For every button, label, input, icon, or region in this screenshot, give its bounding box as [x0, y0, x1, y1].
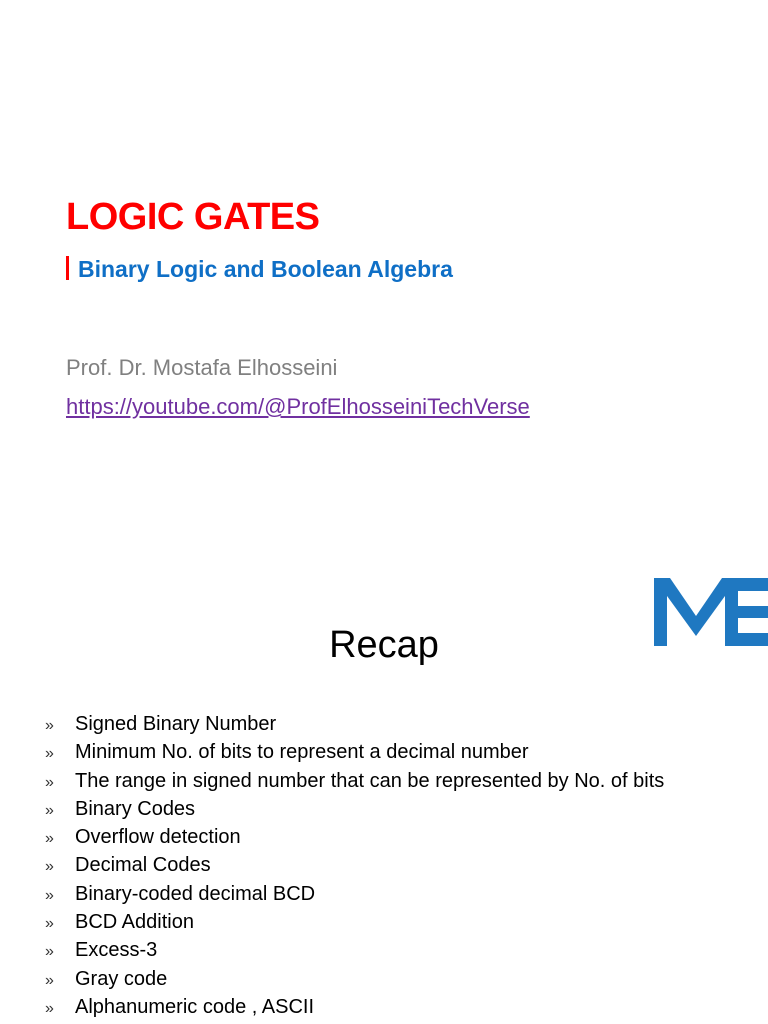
list-item-text: Minimum No. of bits to represent a decimal number: [75, 741, 529, 764]
list-item-text: Gray code: [75, 967, 168, 990]
youtube-link[interactable]: https://youtube.com/@ProfElhosseiniTechVerse: [66, 394, 530, 419]
list-item-text: BCD Addition: [75, 911, 194, 934]
list-item-text: Binary-coded decimal BCD: [75, 882, 316, 905]
bullet-icon: »: [45, 915, 54, 933]
list-item-text: Decimal Codes: [75, 854, 211, 877]
bullet-icon: »: [45, 745, 54, 763]
list-item: [45, 965, 664, 993]
list-item: [45, 908, 664, 936]
list-item: [45, 993, 664, 1021]
subtitle-text: Binary Logic and Boolean Algebra: [78, 256, 453, 282]
list-item-text: Alphanumeric code , ASCII: [75, 995, 315, 1018]
bullet-icon: »: [45, 717, 54, 734]
list-item: [45, 710, 664, 738]
list-item-text: Excess-3: [75, 939, 158, 962]
bullet-icon: »: [45, 886, 54, 904]
list-item: [45, 823, 664, 851]
bullet-icon: »: [45, 943, 54, 961]
list-item-text: Overflow detection: [75, 826, 241, 849]
bullet-icon: »: [45, 830, 54, 848]
list-item: [45, 880, 664, 908]
list-item: [45, 851, 664, 879]
list-item-text: The range in signed number that can be represented by No. of bits: [75, 769, 665, 792]
bullet-icon: »: [45, 999, 54, 1017]
list-item: [45, 795, 664, 823]
slide-subtitle: [66, 256, 453, 283]
accent-bar: [66, 256, 69, 280]
list-item: [45, 767, 664, 795]
bullet-icon: »: [45, 858, 54, 876]
bullet-icon: »: [45, 971, 54, 989]
bullet-icon: »: [45, 801, 54, 819]
list-item: [45, 936, 664, 964]
list-item-text: Signed Binary Number: [75, 713, 277, 735]
list-item: [45, 738, 664, 766]
logo-e-top: [738, 578, 768, 591]
bullet-icon: »: [45, 773, 54, 791]
author-name: Prof. Dr. Mostafa Elhosseini: [66, 355, 338, 380]
recap-list: [45, 710, 664, 1021]
slide-title: LOGIC GATES: [66, 196, 320, 238]
logo-e-middle: [738, 606, 768, 618]
list-item-text: Binary Codes: [75, 797, 196, 820]
recap-title: Recap: [329, 624, 439, 666]
